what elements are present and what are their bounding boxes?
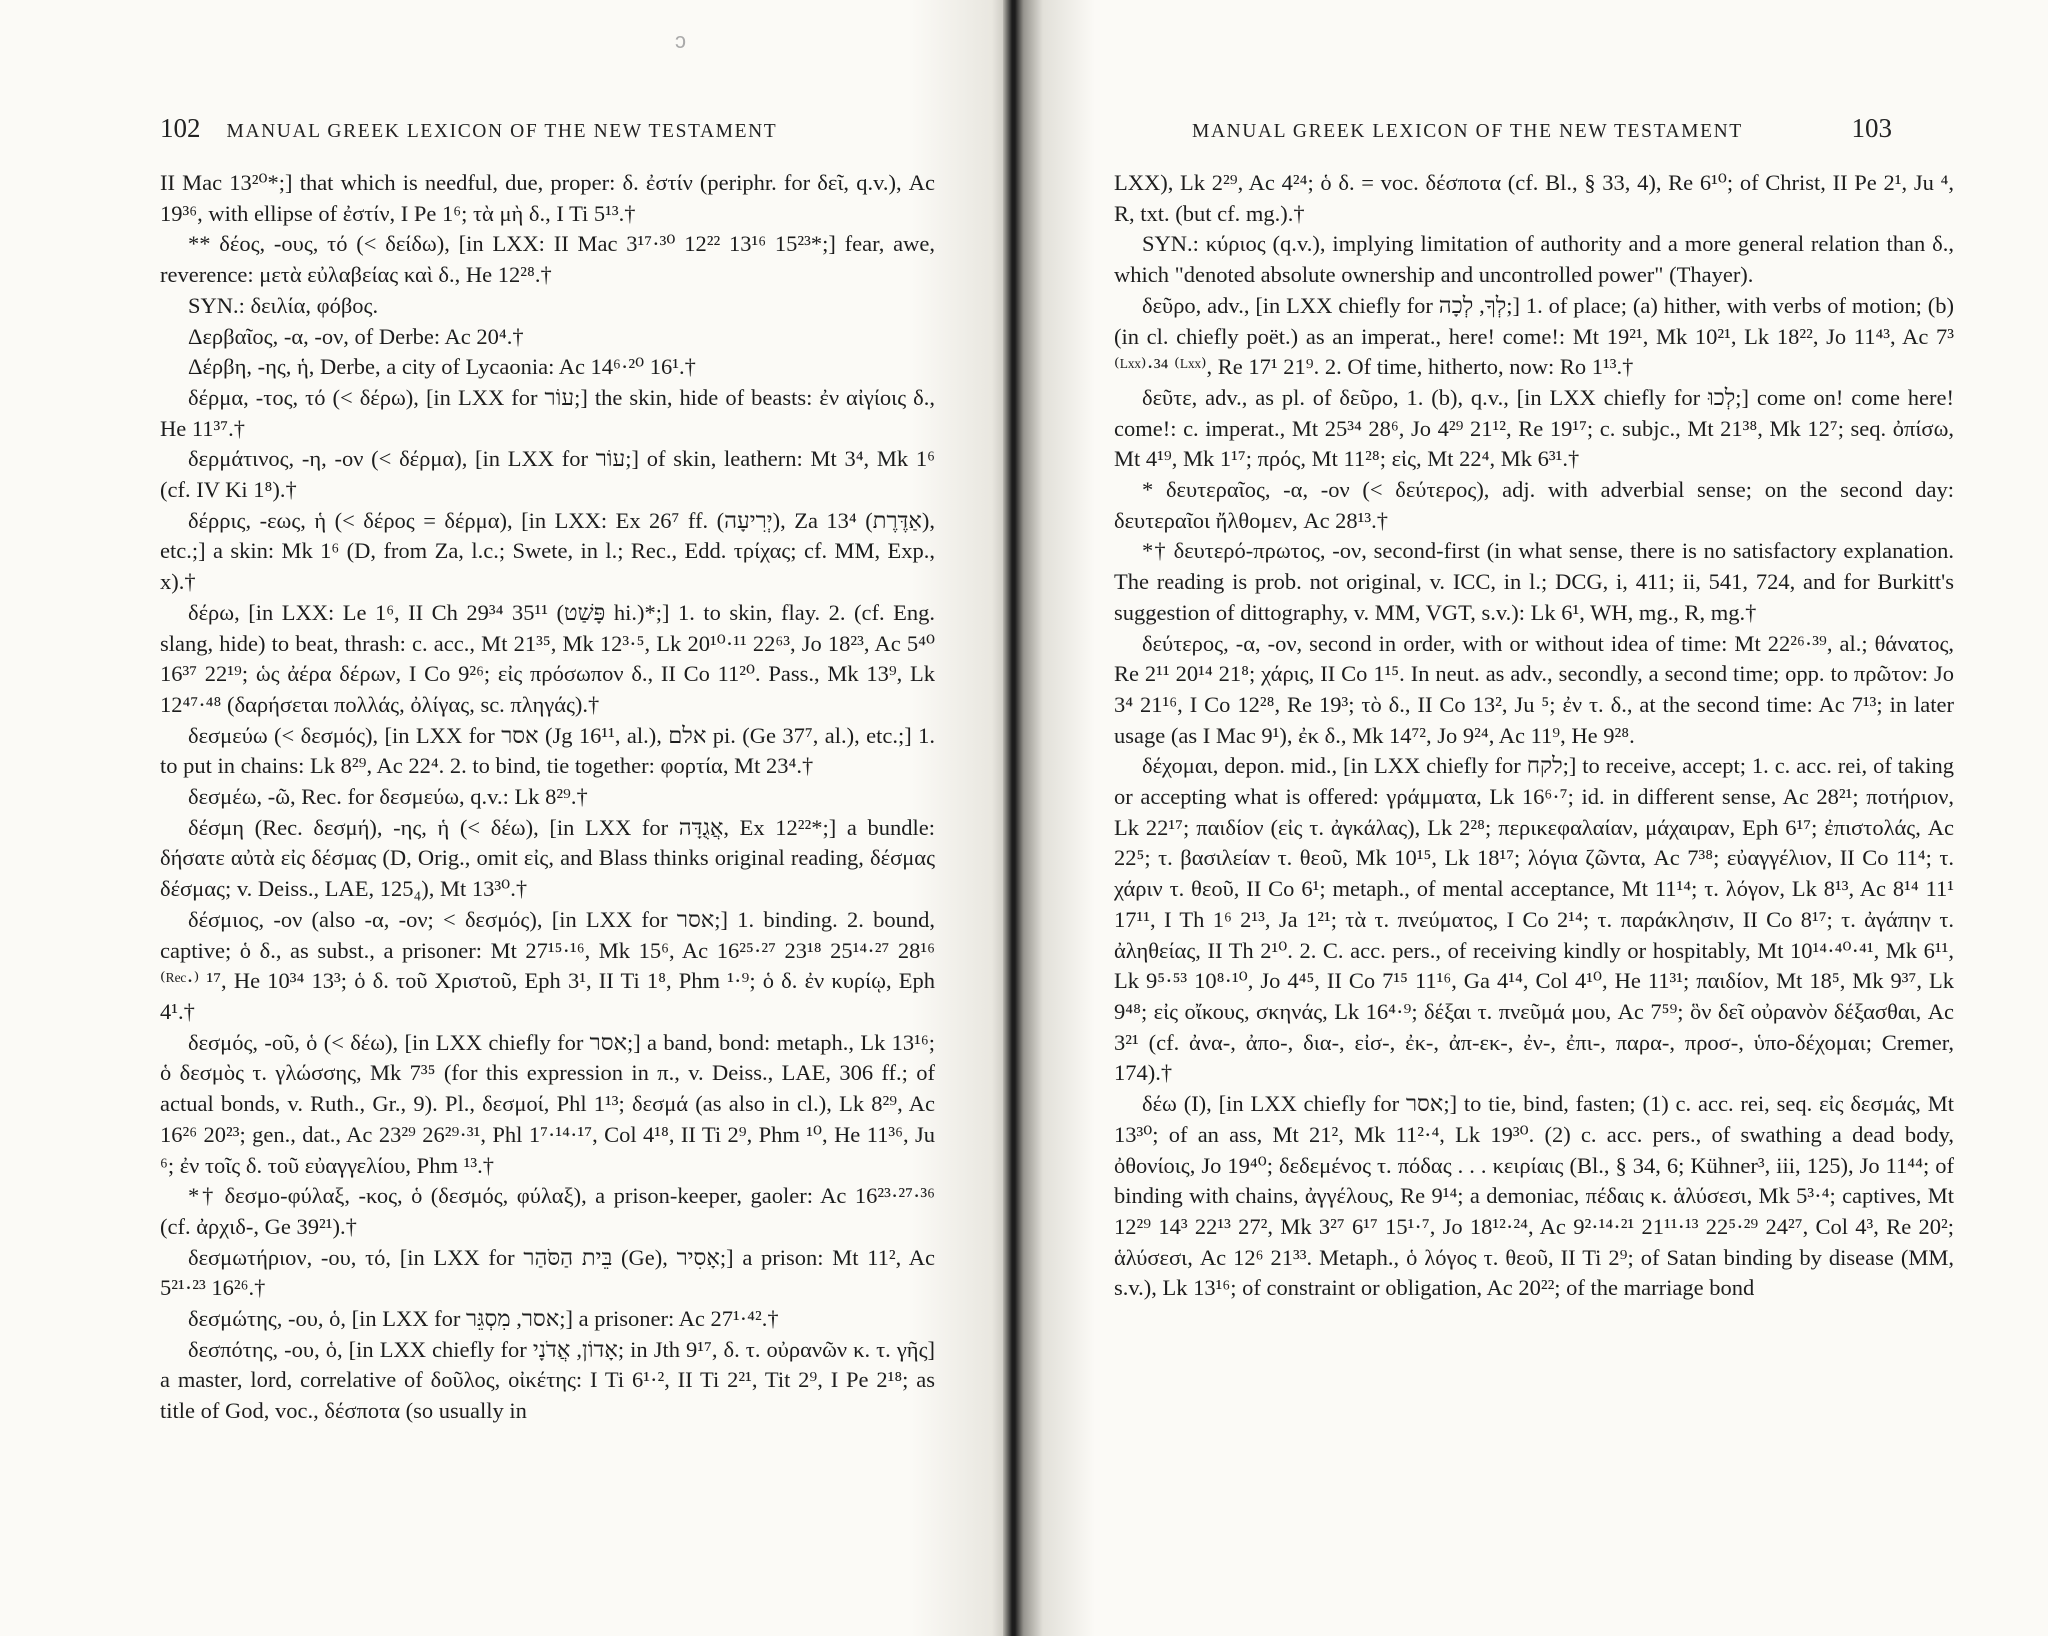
lexicon-entry: δέσμιος, -ον (also -α, -ον; < δεσμός), [in LXX for אסר;] 1. binding. 2. bound, captive; ὁ δ., as subst., a prisoner: Mt 27¹⁵·¹⁶, Mk 15⁶, Ac 16²⁵·²⁷ 23¹⁸ 25¹⁴·²⁷ 28¹⁶ ⁽ᴿᵉᶜ·⁾ ¹⁷, He 10³⁴ 13³; ὁ δ. τοῦ Χριστοῦ, Eph 3¹, II Ti 1⁸, Phm ¹·⁹; ὁ δ. ἐν κυρίῳ, Eph 4¹.† [160, 906, 935, 1024]
running-head-title: MANUAL GREEK LEXICON OF THE NEW TESTAMENT [226, 121, 778, 142]
lexicon-entry: *† δευτερό-πρωτος, -ον, second-first (in what sense, there is no satisfactory explanation. The reading is prob. not original, v. ICC, in l.; DCG, i, 411; ii, 541, 724, and for Burkitt's suggestion of dittography, v. MM, VGT, s.v.): Lk 6¹, WH, mg., R, mg.† [1114, 538, 1954, 625]
lexicon-entry: δεσμεύω (< δεσμός), [in LXX for אסר (Jg 16¹¹, al.), אלם pi. (Ge 37⁷, al.), etc.;] 1. to put in chains: Lk 8²⁹, Ac 22⁴. 2. to bind, tie together: φορτία, Mt 23⁴.† [160, 722, 935, 779]
left-running-head [160, 113, 850, 153]
lexicon-entry: δέρμα, -τος, τό (< δέρω), [in LXX for עוֹר;] the skin, hide of beasts: ἐν αἰγίοις δ., He 11³⁷.† [160, 384, 935, 441]
lexicon-entry: δεῦρο, adv., [in LXX chiefly for לְךָ, לְכָה;] 1. of place; (a) hither, with verbs of motion; (b) (in cl. chiefly poët.) as an imperat., here! come!: Mt 19²¹, Mk 10²¹, Lk 18²², Jo 11⁴³, Ac 7³ ⁽ᴸˣˣ⁾·³⁴ ⁽ᴸˣˣ⁾, Re 17¹ 21⁹. 2. Of time, hitherto, now: Ro 1¹³.† [1114, 292, 1954, 380]
lexicon-entry: δέρρις, -εως, ἡ (< δέρος = δέρμα), [in LXX: Ex 26⁷ ff. (יְרִיעָה), Za 13⁴ (אַדֶּרֶת), etc.;] a skin: Mk 1⁶ (D, from Za, l.c.; Swete, in l.; Rec., Edd. τρίχας; cf. MM, Exp., x).† [160, 507, 935, 595]
lexicon-entry: δέσμη (Rec. δεσμή), -ης, ἡ (< δέω), [in LXX for אֲגֻדָּה, Ex 12²²*;] a bundle: δήσατε αὐτὰ εἰς δέσμας (D, Orig., omit εἰς, and Blass thinks original reading, δέσμας δέσμας; v. Deiss., LAE, 125₄), Mt 13³⁰.† [160, 814, 935, 902]
lexicon-entry: δεσμώτης, -ου, ὁ, [in LXX for אסר, מִסְגֵּר;] a prisoner: Ac 27¹·⁴².† [188, 1306, 779, 1332]
lexicon-entry: ** δέος, -ους, τό (< δείδω), [in LXX: II Mac 3¹⁷·³⁰ 12²² 13¹⁶ 15²³*;] fear, awe, reverence: μετὰ εὐλαβείας καὶ δ., He 12²⁸.† [160, 231, 935, 288]
book-gutter [1003, 0, 1023, 1636]
lexicon-entry: δεσμωτήριον, -ου, τό, [in LXX for בֵּית הַסֹּהַר (Ge), אָסִיר;] a prison: Mt 11², Ac 5²¹·²³ 16²⁶.† [160, 1244, 935, 1301]
lexicon-entry: SYN.: δειλία, φόβος. [188, 292, 379, 318]
lexicon-entry: δεσπότης, -ου, ὁ, [in LXX chiefly for אָדוֹן, אֲדֹנָי; in Jth 9¹⁷, δ. τ. οὐρανῶν κ. τ. γῆς] a master, lord, correlative of δοῦλος, οἰκέτης: I Ti 6¹·², II Ti 2²¹, Tit 2⁹, I Pe 2¹⁸; as title of God, voc., δέσποτα (so usually in [160, 1336, 935, 1424]
right-running-head [1192, 113, 1892, 153]
lexicon-entry: * δευτεραῖος, -α, -ον (< δεύτερος), adj. with adverbial sense; on the second day: δευτεραῖοι ἤλθομεν, Ac 28¹³.† [1114, 477, 1954, 533]
lexicon-entry: δέχομαι, depon. mid., [in LXX chiefly for לקח;] to receive, accept; 1. c. acc. rei, of taking or accepting what is offered: γράμματα, Lk 16⁶·⁷; id. in different sense, Ac 28²¹; ποτήριον, Lk 22¹⁷; παιδίον (εἰς τ. ἀγκάλας), Lk 2²⁸; περικεφαλαίαν, μάχαιραν, Eph 6¹⁷; ἐπιστολάς, Ac 22⁵; τ. βασιλείαν τ. θεοῦ, Mk 10¹⁵, Lk 18¹⁷; λόγια ζῶντα, Ac 7³⁸; εὐαγγέλιον, II Co 11⁴; τ. χάριν τ. θεοῦ, II Co 6¹; metaph., of mental acceptance, Mt 11¹⁴; τ. λόγον, Lk 8¹³, Ac 8¹⁴ 11¹ 17¹¹, I Th 1⁶ 2¹³, Ja 1²¹; τὰ τ. πνεύματος, I Co 2¹⁴; τ. παράκλησιν, II Co 8¹⁷; τ. ἀγάπην τ. ἀληθείας, II Th 2¹⁰. 2. C. acc. pers., of receiving kindly or hospitably, Mt 10¹⁴·⁴⁰·⁴¹, Mk 6¹¹, Lk 9⁵·⁵³ 10⁸·¹⁰, Jo 4⁴⁵, II Co 7¹⁵ 11¹⁶, Ga 4¹⁴, Col 4¹⁰, He 11³¹; παιδίον, Mt 18⁵, Mk 9³⁷, Lk 9⁴⁸; εἰς οἴκους, σκηνάς, Lk 16⁴·⁹; δέξαι τ. πνεῦμά μου, Ac 7⁵⁹; ὃν δεῖ οὐρανὸν δέξασθαι, Ac 3²¹ (cf. ἀνα-, ἀπο-, δια-, εἰσ-, ἐκ-, ἀπ-εκ-, ἐν-, ἐπι-, παρα-, προσ-, ὑπο-δέχομαι; Cremer, 174).† [1114, 753, 1954, 1086]
page-number: 102 [160, 113, 201, 143]
page-number: 103 [1851, 113, 1892, 143]
lexicon-entry: δερμάτινος, -η, -ον (< δέρμα), [in LXX for עוֹר;] of skin, leathern: Mt 3⁴, Mk 1⁶ (cf. IV Ki 1⁸).† [160, 446, 935, 503]
lexicon-entry: SYN.: κύριος (q.v.), implying limitation of authority and a more general relation than δ., which "denoted absolute ownership and uncontrolled power" (Thayer). [1114, 231, 1954, 288]
lexicon-entry: δεσμέω, -ῶ, Rec. for δεσμεύω, q.v.: Lk 8²⁹.† [188, 784, 588, 810]
right-text-column [1114, 168, 1954, 1304]
lexicon-entry: II Mac 13²⁰*;] that which is needful, due, proper: δ. ἐστίν (periphr. for δεῖ, q.v.), Ac 19³⁶, with ellipse of ἐστίν, I Pe 1⁶; τὰ μὴ δ., I Ti 5¹³.† [160, 170, 935, 226]
lexicon-entry: δέρω, [in LXX: Le 1⁶, II Ch 29³⁴ 35¹¹ (פָּשַׁט hi.)*;] 1. to skin, flay. 2. (cf. Eng. slang, hide) to beat, thrash: c. acc., Mt 21³⁵, Mk 12³·⁵, Lk 20¹⁰·¹¹ 22⁶³, Jo 18²³, Ac 5⁴⁰ 16³⁷ 22¹⁹; ὡς ἀέρα δέρων, I Co 9²⁶; εἰς πρόσωπον δ., II Co 11²⁰. Pass., Mk 13⁹, Lk 12⁴⁷·⁴⁸ (δαρήσεται πολλάς, ὀλίγας, sc. πληγάς).† [160, 599, 936, 717]
lexicon-entry: δεῦτε, adv., as pl. of δεῦρο, 1. (b), q.v., [in LXX chiefly for לְכוּ;] come on! come here! come!: c. imperat., Mt 25³⁴ 28⁶, Jo 4²⁹ 21¹², Re 19¹⁷; c. subjc., Mt 21³⁸, Mk 12⁷; seq. ὀπίσω, Mt 4¹⁹, Mk 1¹⁷; πρός, Mt 11²⁸; εἰς, Mt 22⁴, Mk 6³¹.† [1114, 384, 1954, 472]
lexicon-entry: LXX), Lk 2²⁹, Ac 4²⁴; ὁ δ. = voc. δέσποτα (cf. Bl., § 33, 4), Re 6¹⁰; of Christ, II Pe 2¹, Ju ⁴, R, txt. (but cf. mg.).† [1114, 170, 1954, 226]
lexicon-entry: *† δεσμο-φύλαξ, -κος, ὁ (δεσμός, φύλαξ), a prison-keeper, gaoler: Ac 16²³·²⁷·³⁶ (cf. ἀρχιδ-, Ge 39²¹).† [160, 1183, 935, 1239]
lexicon-entry: δεσμός, -οῦ, ὁ (< δέω), [in LXX chiefly for אסר;] a band, bond: metaph., Lk 13¹⁶; ὁ δεσμὸς τ. γλώσσης, Mk 7³⁵ (for this expression in π., v. Deiss., LAE, 306 ff.; of actual bonds, v. Ruth., Gr., 9). Pl., δεσμοί, Phl 1¹³; δεσμά (as also in cl.), Lk 8²⁹, Ac 16²⁶ 20²³; gen., dat., Ac 23²⁹ 26²⁹·³¹, Phl 1⁷·¹⁴·¹⁷, Col 4¹⁸, II Ti 2⁹, Phm ¹⁰, He 11³⁶, Ju ⁶; ἐν τοῖς δ. τοῦ εὐαγγελίου, Phm ¹³.† [160, 1029, 935, 1178]
left-text-column [160, 168, 935, 1427]
margin-mark: ɔ [675, 28, 686, 53]
lexicon-entry: Δέρβη, -ης, ἡ, Derbe, a city of Lycaonia: Ac 14⁶·²⁰ 16¹.† [188, 354, 696, 380]
lexicon-entry: δέω (I), [in LXX chiefly for אסר;] to tie, bind, fasten; (1) c. acc. rei, seq. εἰς δεσμάς, Mt 13³⁰; of an ass, Mt 21², Mk 11²·⁴, Lk 19³⁰. (2) c. acc. pers., of swathing a dead body, ὀθονίοις, Jo 19⁴⁰; δεδεμένος τ. πόδας . . . κειρίαις (Bl., § 34, 6; Kühner³, iii, 125), Jo 11⁴⁴; of binding with chains, ἀγγέλους, Re 9¹⁴; a demoniac, πέδαις κ. ἁλύσεσι, Mk 5³·⁴; captives, Mt 12²⁹ 14³ 22¹³ 27², Mk 3²⁷ 6¹⁷ 15¹·⁷, Jo 18¹²·²⁴, Ac 9²·¹⁴·²¹ 21¹¹·¹³ 22⁵·²⁹ 24²⁷, Col 4³, Re 20²; ἁλύσεσι, Ac 12⁶ 21³³. Metaph., ὁ λόγος τ. θεοῦ, II Ti 2⁹; of Satan binding by disease (MM, s.v.), Lk 13¹⁶; of constraint or obligation, Ac 20²²; of the marriage bond [1114, 1091, 1954, 1301]
running-head-title: MANUAL GREEK LEXICON OF THE NEW TESTAMENT [1192, 121, 1743, 142]
left-page [0, 0, 1012, 1636]
right-page [1012, 0, 2048, 1636]
lexicon-entry: Δερβαῖος, -α, -ον, of Derbe: Ac 20⁴.† [188, 323, 524, 349]
lexicon-entry: δεύτερος, -α, -ον, second in order, with or without idea of time: Mt 22²⁶·³⁹, al.; θάνατος, Re 2¹¹ 20¹⁴ 21⁸; χάρις, II Co 1¹⁵. In neut. as adv., secondly, a second time; opp. to πρῶτον: Jo 3⁴ 21¹⁶, I Co 12²⁸, Re 19³; τὸ δ., II Co 13², Ju ⁵; ἐν τ. δ., at the second time: Ac 7¹³; in later usage (as I Mac 9¹), ἐκ δ., Mk 14⁷², Jo 9²⁴, Ac 11⁹, He 9²⁸. [1114, 630, 1954, 748]
